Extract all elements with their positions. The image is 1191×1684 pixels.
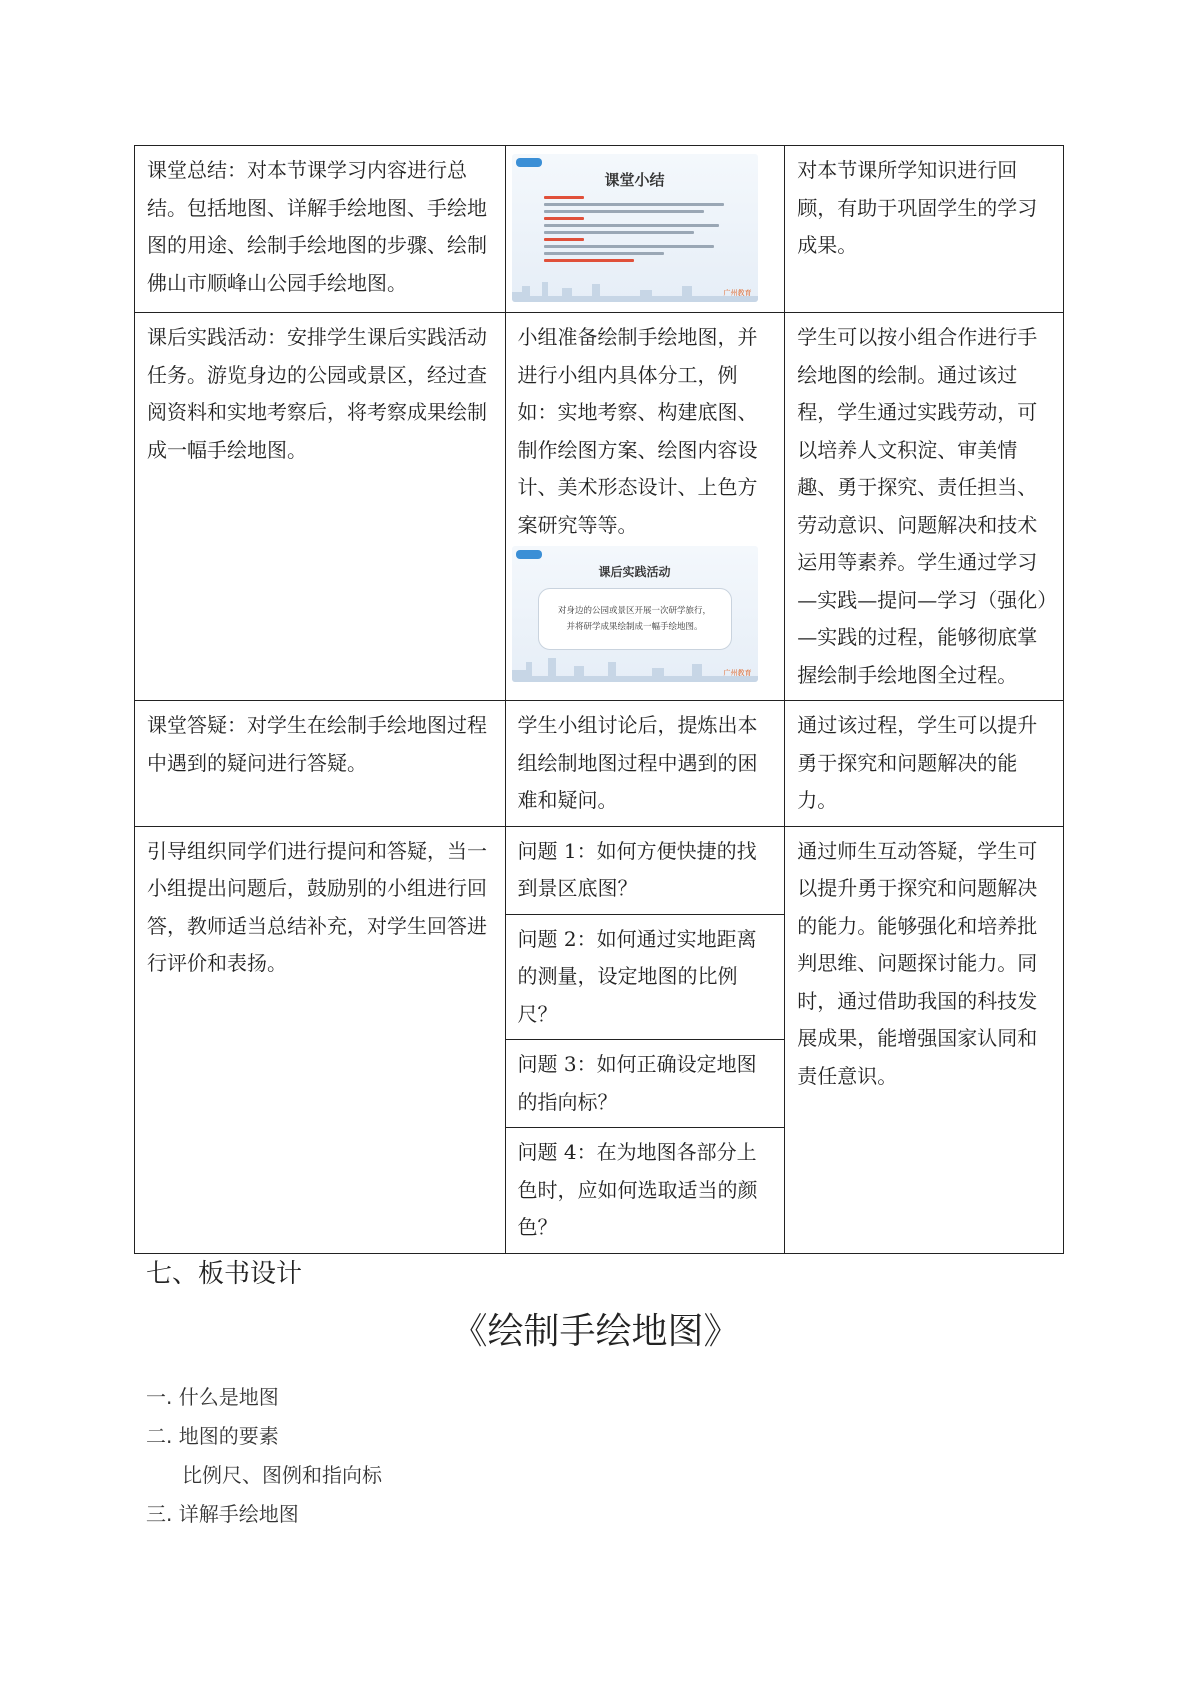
slide-title: 课后实践活动 xyxy=(598,565,671,579)
table-row xyxy=(135,826,1064,1253)
outline-item: 二. 地图的要素 xyxy=(146,1424,279,1448)
slide-text-lines xyxy=(532,192,732,265)
student-activity-text: 小组准备绘制手绘地图，并进行小组内具体分工，例如：实地考察、构建底图、制作绘图方案、绘图内容设计、美术形态设计、上色方案研究等等。 xyxy=(517,325,758,537)
skyline-decoration xyxy=(512,268,758,302)
table-row xyxy=(135,146,1064,313)
brand-mark: 广州教育 xyxy=(723,289,752,297)
slide-thumbnail-summary xyxy=(512,154,758,302)
student-activity-cell: 学生小组讨论后，提炼出本组绘制地图过程中遇到的困难和疑问。 xyxy=(505,701,785,827)
question-item: 问题 1：如何方便快捷的找到景区底图？ xyxy=(506,827,785,915)
board-title: 《绘制手绘地图》 xyxy=(451,1311,740,1352)
student-activity-cell xyxy=(505,146,785,313)
teacher-activity-cell: 课堂答疑：对学生在绘制手绘地图过程中遇到的疑问进行答疑。 xyxy=(135,701,506,827)
section-heading: 七、板书设计 xyxy=(146,1259,303,1289)
board-outline xyxy=(146,1378,382,1534)
student-activity-cell xyxy=(505,313,785,701)
table-row xyxy=(135,701,1064,827)
question-item: 问题 4：在为地图各部分上色时，应如何选取适当的颜色？ xyxy=(517,1140,758,1239)
slide-title: 课堂小结 xyxy=(604,171,665,189)
teacher-activity-cell: 课后实践活动：安排学生课后实践活动任务。游览身边的公园或景区，经过查阅资料和实地考察后，将考察成果绘制成一幅手绘地图。 xyxy=(135,313,506,701)
logo-icon xyxy=(516,550,542,559)
slide-thumbnail-practice xyxy=(512,546,758,682)
slide-speech-bubble: 对身边的公园或景区开展一次研学旅行， 并将研学成果绘制成一幅手绘地图。 xyxy=(538,588,732,650)
teacher-activity-cell: 引导组织同学们进行提问和答疑，当一小组提出问题后，鼓励别的小组进行回答，教师适当总结补充，对学生回答进行评价和表扬。 xyxy=(135,826,506,1253)
logo-icon xyxy=(516,158,542,167)
outline-subitem: 比例尺、图例和指向标 xyxy=(182,1463,382,1487)
design-intent-cell: 通过师生互动答疑，学生可以提升勇于探究和问题解决的能力。能够强化和培养批判思维、问题探讨能力。同时，通过借助我国的科技发展成果，能增强国家认同和责任意识。 xyxy=(785,826,1064,1253)
outline-item: 一. 什么是地图 xyxy=(146,1385,279,1409)
lesson-table xyxy=(134,145,1064,1254)
design-intent-cell: 学生可以按小组合作进行手绘地图的绘制。通过该过程，学生通过实践劳动，可以培养人文积淀、审美情趣、勇于探究、责任担当、劳动意识、问题解决和技术运用等素养。学生通过学习—实践—提问—学习（强化）—实践的过程，能够彻底掌握绘制手绘地图全过程。 xyxy=(785,313,1064,701)
question-item: 问题 3：如何正确设定地图的指向标？ xyxy=(506,1040,785,1128)
question-item: 问题 2：如何通过实地距离的测量，设定地图的比例尺？ xyxy=(506,915,785,1041)
outline-item: 三. 详解手绘地图 xyxy=(146,1502,299,1526)
design-intent-cell: 通过该过程，学生可以提升勇于探究和问题解决的能力。 xyxy=(785,701,1064,827)
brand-mark: 广州教育 xyxy=(723,669,752,677)
skyline-decoration xyxy=(512,648,758,682)
teacher-activity-cell: 课堂总结：对本节课学习内容进行总结。包括地图、详解手绘地图、手绘地图的用途、绘制手绘地图的步骤、绘制佛山市顺峰山公园手绘地图。 xyxy=(135,146,506,313)
table-row xyxy=(135,313,1064,701)
design-intent-cell: 对本节课所学知识进行回顾，有助于巩固学生的学习成果。 xyxy=(785,146,1064,313)
questions-cell xyxy=(505,826,785,1253)
